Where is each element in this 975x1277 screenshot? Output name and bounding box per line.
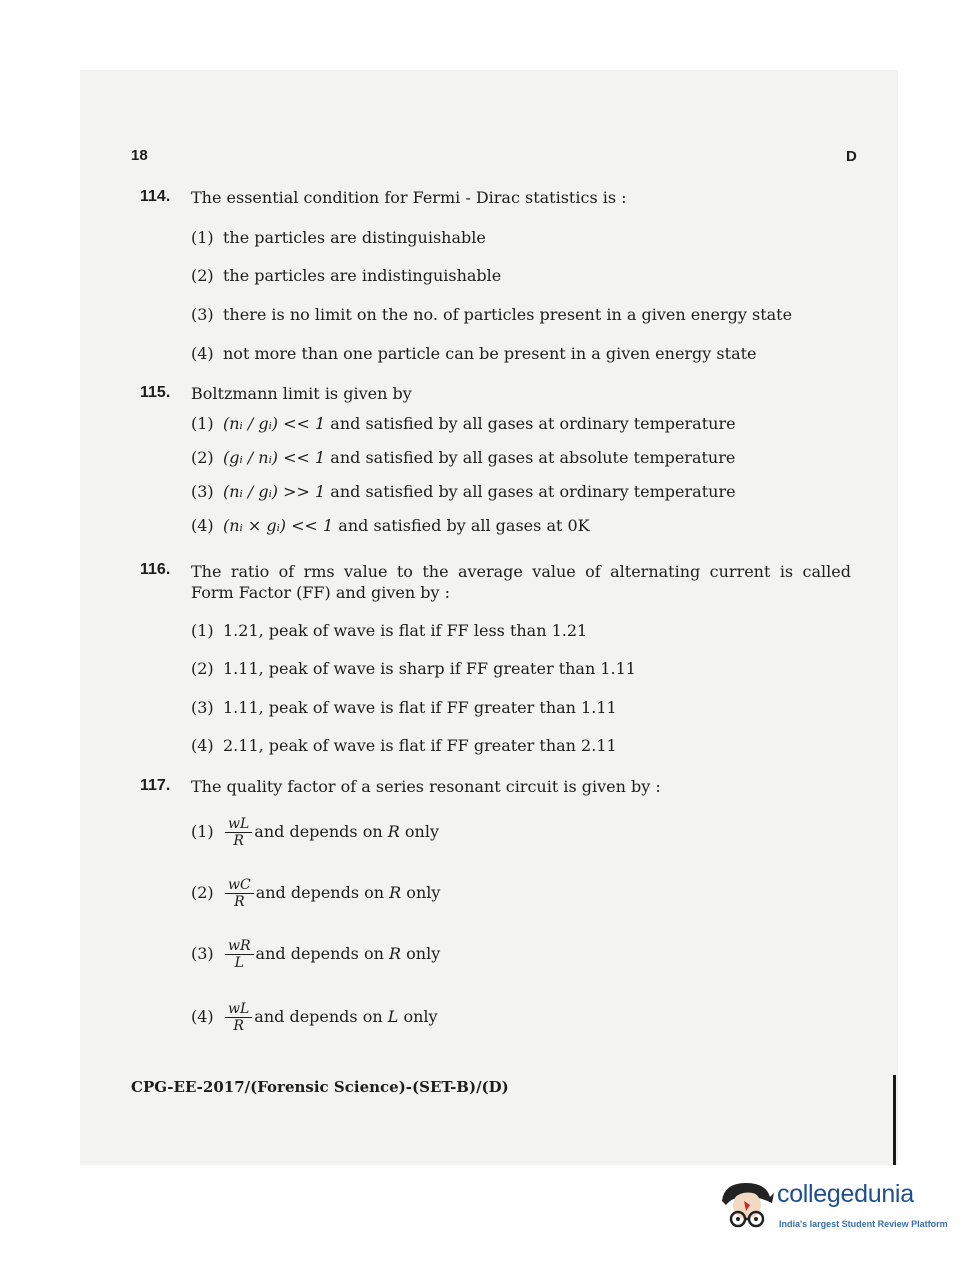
mascot-logo-icon (716, 1175, 776, 1235)
option-number: (1) (191, 822, 214, 841)
brand-tagline: India's largest Student Review Platform (779, 1219, 948, 1229)
fraction-numerator: wL (225, 1001, 252, 1018)
option (191, 305, 792, 324)
option-text: the particles are indistinguishable (223, 266, 502, 285)
option (191, 344, 757, 363)
option-text: and depends on (254, 822, 388, 841)
option (191, 448, 735, 467)
option-variable: R (387, 822, 400, 841)
question-text-line: The ratio of rms value to the average value of alternating current is called (191, 562, 851, 581)
option-text: 2.11, peak of wave is flat if FF greater than 2.11 (223, 736, 617, 755)
option-number: (3) (191, 305, 214, 324)
option (191, 266, 501, 285)
option-expression: (gᵢ / nᵢ) << 1 (223, 448, 326, 467)
option-text: there is no limit on the no. of particles present in a given energy state (223, 305, 793, 324)
option-number: (1) (191, 414, 214, 433)
fraction-denominator: R (234, 894, 245, 910)
option-text: and depends on (254, 1007, 388, 1026)
option (191, 482, 736, 501)
exam-code: CPG-EE-2017/(Forensic Science)-(SET-B)/(D) (131, 1078, 509, 1096)
option-number: (4) (191, 344, 214, 363)
question-text: The essential condition for Fermi - Dirac statistics is : (191, 188, 627, 207)
option-tail: only (398, 1007, 438, 1026)
question-number: 114. (140, 188, 171, 205)
option-number: (2) (191, 448, 214, 467)
option-text: and depends on (255, 883, 390, 902)
option-text: 1.21, peak of wave is flat if FF less than 1.21 (223, 621, 588, 640)
option (191, 938, 440, 971)
option-number: (4) (191, 736, 214, 755)
question-number: 116. (140, 561, 171, 578)
question-text: Boltzmann limit is given by (191, 384, 412, 403)
fraction (225, 816, 252, 849)
option-number: (3) (191, 944, 214, 963)
option-number: (2) (191, 659, 214, 678)
option (191, 877, 440, 910)
set-letter: D (846, 148, 857, 165)
fraction-denominator: R (233, 1018, 244, 1034)
option-number: (1) (191, 228, 214, 247)
option-text: 1.11, peak of wave is sharp if FF greater than 1.11 (223, 659, 636, 678)
question-text (191, 561, 851, 603)
option-variable: R (389, 944, 402, 963)
fraction-numerator: wR (225, 938, 254, 955)
option-tail: only (401, 883, 441, 902)
option-text: and depends on (255, 944, 389, 963)
option-text: 1.11, peak of wave is flat if FF greater than 1.11 (223, 698, 617, 717)
fraction (225, 877, 254, 910)
option-number: (4) (191, 516, 214, 535)
option-tail: only (399, 822, 439, 841)
option (191, 659, 636, 678)
option-text: and satisfied by all gases at ordinary temperature (325, 482, 736, 501)
option-number: (3) (191, 698, 214, 717)
fraction (225, 1001, 252, 1034)
option-expression: (nᵢ / gᵢ) << 1 (223, 414, 326, 433)
question-text: The quality factor of a series resonant circuit is given by : (191, 777, 661, 796)
fraction-numerator: wC (225, 877, 254, 894)
option-expression: (nᵢ × gᵢ) << 1 (223, 516, 334, 535)
option (191, 621, 587, 640)
option-text: the particles are distinguishable (223, 228, 486, 247)
fraction-numerator: wL (225, 816, 252, 833)
question-number: 117. (140, 777, 171, 794)
question-text-line: Form Factor (FF) and given by : (191, 583, 451, 602)
page-edge-shadow (893, 1075, 896, 1165)
option-text: and satisfied by all gases at 0K (333, 516, 590, 535)
fraction (225, 938, 254, 971)
option-text: and satisfied by all gases at ordinary temperature (325, 414, 736, 433)
option-tail: only (401, 944, 441, 963)
option-number: (2) (191, 883, 214, 902)
fraction-denominator: L (234, 955, 244, 971)
option-number: (1) (191, 621, 214, 640)
option-text: not more than one particle can be present in a given energy state (223, 344, 757, 363)
option (191, 516, 590, 535)
brand-name: collegedunia (777, 1180, 914, 1208)
option (191, 1001, 438, 1034)
fraction-denominator: R (233, 833, 244, 849)
question-number: 115. (140, 384, 171, 401)
option-text: and satisfied by all gases at absolute temperature (325, 448, 736, 467)
option-number: (3) (191, 482, 214, 501)
option (191, 736, 617, 755)
option (191, 228, 486, 247)
page-number: 18 (131, 147, 148, 164)
option-expression: (nᵢ / gᵢ) >> 1 (223, 482, 326, 501)
option-variable: R (389, 883, 402, 902)
option-number: (2) (191, 266, 214, 285)
option (191, 698, 617, 717)
option (191, 414, 736, 433)
option-number: (4) (191, 1007, 214, 1026)
option-variable: L (387, 1007, 399, 1026)
option (191, 816, 439, 849)
